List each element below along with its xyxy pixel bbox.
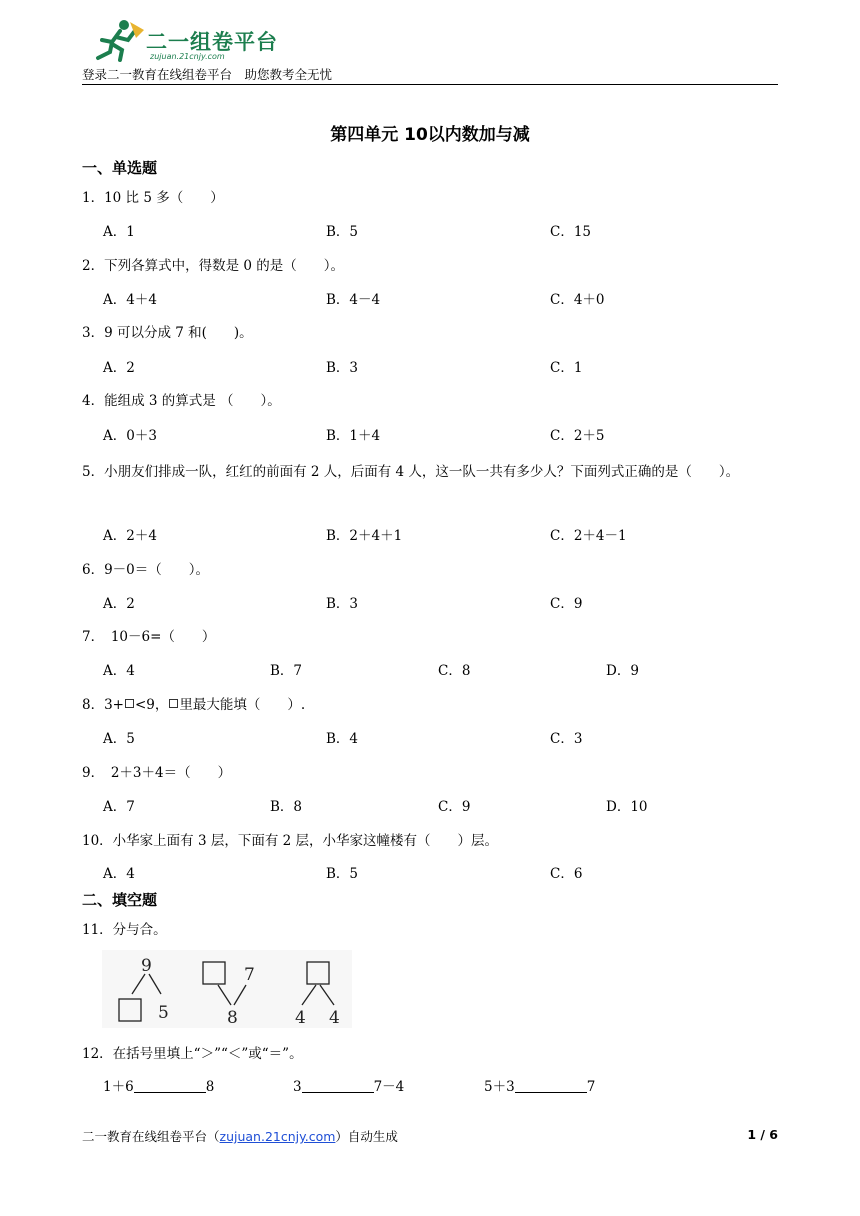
question-2-option-c: C．4＋0 <box>550 292 605 308</box>
question-7-stem: 7． 10－6=（ ） <box>82 629 216 645</box>
question-12-item-1 <box>103 1075 214 1095</box>
question-9-option-c: C．9 <box>438 799 471 815</box>
question-6-option-c: C．9 <box>550 596 583 612</box>
question-2-option-a: A．4＋4 <box>103 292 157 308</box>
question-11-stem: 11．分与合。 <box>82 922 167 938</box>
question-4-option-a: A．0＋3 <box>103 428 157 444</box>
diagram-2-bottom-number: 8 <box>227 1008 238 1028</box>
diagram-2-right-number: 7 <box>244 965 255 985</box>
question-8-option-c: C．3 <box>550 731 583 747</box>
question-8-stem-part-c: 里最大能填（ ）. <box>179 697 306 713</box>
question-9-stem: 9． 2＋3＋4＝（ ） <box>82 765 232 781</box>
question-5-option-c: C．2＋4－1 <box>550 528 627 544</box>
split-combine-diagram <box>102 950 352 1028</box>
answer-blank[interactable] <box>515 1080 587 1093</box>
footer-suffix: ）自动生成 <box>335 1129 398 1144</box>
question-9-option-b: B．8 <box>270 799 303 815</box>
question-7-option-c: C．8 <box>438 663 471 679</box>
answer-blank[interactable] <box>302 1080 374 1093</box>
footer-text <box>82 1127 398 1145</box>
question-4-option-b: B．1＋4 <box>326 428 381 444</box>
question-3-option-a: A．2 <box>103 360 135 376</box>
question-12-item-3 <box>484 1075 595 1095</box>
question-8-stem-part-b: <9， <box>135 697 169 713</box>
question-8-stem <box>82 693 305 713</box>
section-heading-fill-blank: 二、填空题 <box>82 891 158 909</box>
question-4-stem: 4．能组成 3 的算式是 （ ）。 <box>82 393 281 409</box>
question-8-option-a: A．5 <box>103 731 135 747</box>
question-12-item-2-left: 3 <box>293 1079 302 1095</box>
question-12-stem: 12．在括号里填上“＞”“＜”或“＝”。 <box>82 1046 303 1062</box>
question-7-option-b: B．7 <box>270 663 303 679</box>
question-5-option-a: A．2＋4 <box>103 528 157 544</box>
question-3-option-c: C．1 <box>550 360 583 376</box>
diagram-3-right-number: 4 <box>329 1008 340 1028</box>
question-9-option-d: D．10 <box>606 799 648 815</box>
question-12-item-3-right: 7 <box>586 1079 596 1095</box>
section-heading-single-choice: 一、单选题 <box>82 159 158 177</box>
blank-square-icon <box>125 699 134 708</box>
question-12-item-1-right: 8 <box>205 1079 215 1095</box>
diagram-1-right-number: 5 <box>158 1003 169 1023</box>
question-10-option-b: B．5 <box>326 866 359 882</box>
diagram-3-left-number: 4 <box>295 1008 306 1028</box>
answer-blank[interactable] <box>134 1080 206 1093</box>
question-8-option-b: B．4 <box>326 731 359 747</box>
question-1-option-c: C．15 <box>550 224 592 240</box>
page-title: 第四单元 10以内数加与减 <box>330 125 530 145</box>
question-6-stem: 6．9－0＝（ ）。 <box>82 562 210 578</box>
footer-prefix: 二一教育在线组卷平台（ <box>82 1129 220 1144</box>
question-12-item-1-left: 1＋6 <box>103 1079 134 1095</box>
question-2-stem: 2．下列各算式中，得数是 0 的是（ ）。 <box>82 258 345 274</box>
question-9-option-a: A．7 <box>103 799 135 815</box>
question-10-option-a: A．4 <box>103 866 135 882</box>
header-slogan: 登录二一教育在线组卷平台 助您教考全无忧 <box>82 67 333 82</box>
footer-link[interactable]: zujuan.21cnjy.com <box>219 1129 336 1144</box>
question-2-option-b: B．4－4 <box>326 292 381 308</box>
page-number: 1 / 6 <box>747 1127 778 1142</box>
blank-square-icon <box>169 699 178 708</box>
question-12-item-3-left: 5＋3 <box>484 1079 515 1095</box>
question-1-stem: 1．10 比 5 多（ ） <box>82 190 224 206</box>
header-divider <box>82 84 778 85</box>
question-6-option-a: A．2 <box>103 596 135 612</box>
question-10-option-c: C．6 <box>550 866 583 882</box>
question-7-option-d: D．9 <box>606 663 639 679</box>
question-12-item-2 <box>293 1075 404 1095</box>
question-10-stem: 10．小华家上面有 3 层，下面有 2 层，小华家这幢楼有（ ）层。 <box>82 833 499 849</box>
question-5-stem: 5．小朋友们排成一队，红红的前面有 2 人，后面有 4 人，这一队一共有多少人？下面列式正确的是（ ）。 <box>82 464 740 480</box>
diagram-1-top-number: 9 <box>141 956 152 976</box>
question-1-option-b: B．5 <box>326 224 359 240</box>
logo-text: 二一组卷平台 <box>146 30 278 54</box>
question-4-option-c: C．2＋5 <box>550 428 605 444</box>
question-3-option-b: B．3 <box>326 360 359 376</box>
question-6-option-b: B．3 <box>326 596 359 612</box>
question-12-item-2-right: 7－4 <box>373 1079 405 1095</box>
question-3-stem: 3．9 可以分成 7 和( )。 <box>82 325 253 341</box>
question-5-option-b: B．2＋4＋1 <box>326 528 403 544</box>
logo-url: zujuan.21cnjy.com <box>150 52 225 61</box>
question-7-option-a: A．4 <box>103 663 135 679</box>
question-1-option-a: A．1 <box>103 224 135 240</box>
question-8-stem-part-a: 8．3+ <box>82 697 124 713</box>
